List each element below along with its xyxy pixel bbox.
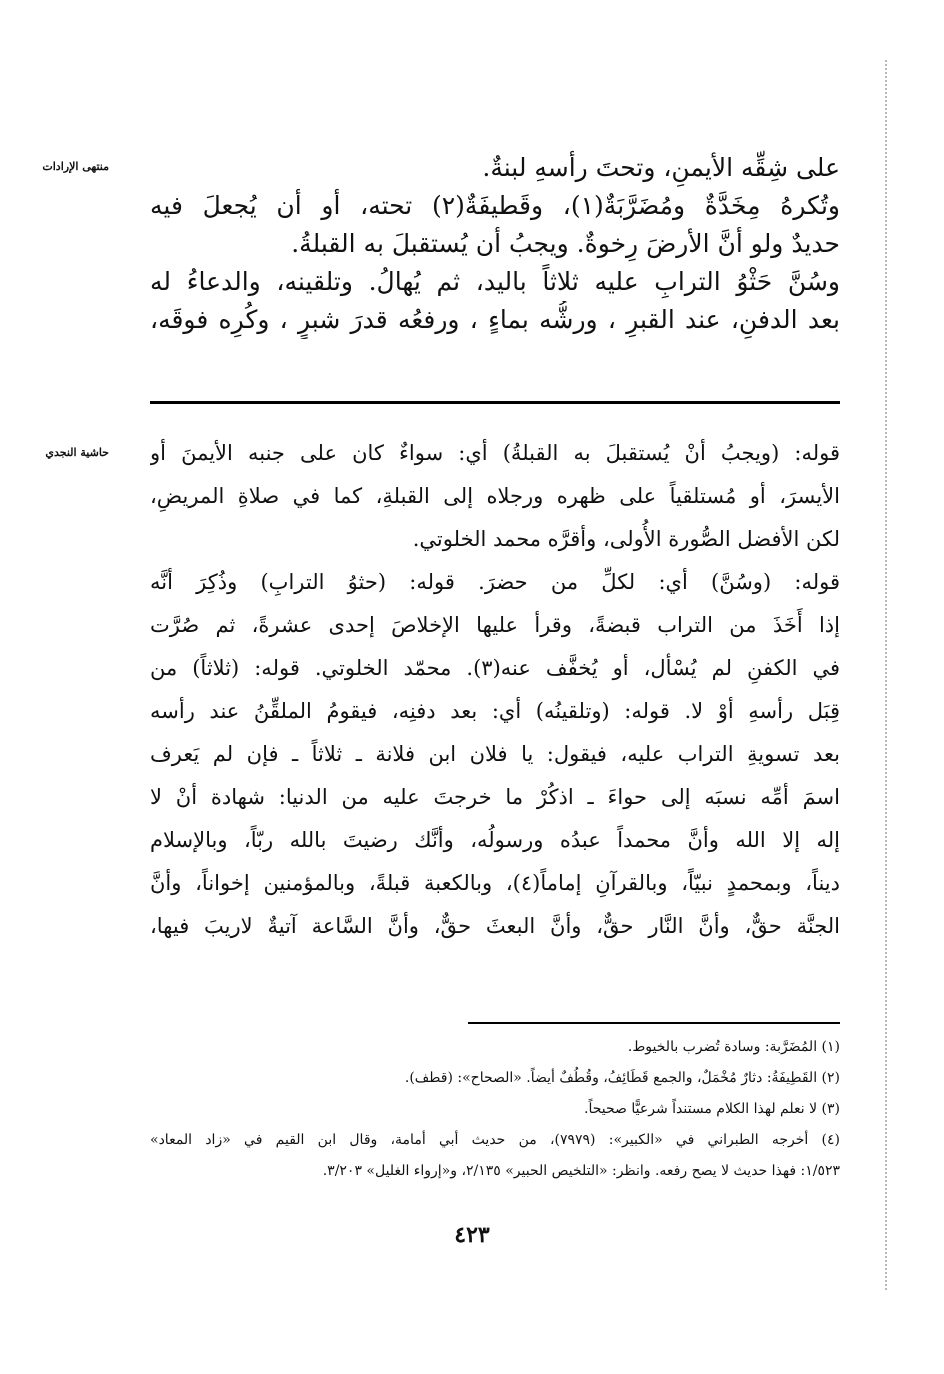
commentary-line: لكن الأفضل الصُّورة الأُولى، وأقرَّه محمد الخلوتي. — [412, 527, 840, 551]
commentary-line: الأيسرَ، أو مُستلقياً على ظهره ورجلاه إلى القبلةِ، كما في صلاةِ المريضِ، — [150, 484, 840, 508]
footnote: (٢) القَطِيفَةُ: دثارٌ مُخْمَلٌ، والجمع قَطَائِفُ، وقُطُفٌ أيضاً. «الصحاح»: (قطف). — [404, 1070, 840, 1086]
footnote: (٣) لا نعلم لهذا الكلام مستنداً شرعيًّا صحيحاً. — [584, 1101, 840, 1117]
main-line: حديدٌ ولو أنَّ الأرضَ رِخوةٌ. ويجبُ أن يُستقبلَ به القبلةُ. — [291, 229, 840, 258]
footnotes — [150, 1032, 840, 1187]
commentary-line: قوله: (ويجبُ أنْ يُستقبلَ به القبلةُ) أي: سواءٌ كان على جنبه الأيمنَ أو — [150, 441, 840, 465]
footnote: (٤) أخرجه الطبراني في «الكبير»: (٧٩٧٩)، من حديث أبي أمامة، وقال ابن القيم في «زاد المعاد» — [150, 1132, 840, 1148]
commentary-line: قوله: (وسُنَّ) أي: لكلِّ من حضرَ. قوله: (حثوُ الترابِ) وذُكِرَ أنَّه — [150, 570, 840, 594]
commentary-line: في الكفنِ لم يُسْأل، أو يُخفَّف عنه(٣). محمّد الخلوتي. قوله: (ثلاثاً) من — [150, 656, 840, 680]
commentary-line: ديناً، وبمحمدٍ نبيّاً، وبالقرآنِ إماماً(٤)، وبالكعبة قبلةً، وبالمؤمنين إخواناً، وأنَّ — [150, 871, 840, 895]
commentary-line: إله إلا الله وأنَّ محمداً عبدُه ورسولُه، وأنَّك رضيتَ بالله ربّاً، وبالإسلام — [150, 828, 840, 852]
footnote: (١) المُضَرَّبة: وسادة تُضرب بالخيوط. — [627, 1039, 840, 1055]
commentary-line: الجنَّة حقٌّ، وأنَّ النَّار حقٌّ، وأنَّ البعثَ حقٌّ، وأنَّ السَّاعة آتيةٌ لاريبَ فيها، — [150, 914, 840, 938]
footnote-divider — [468, 1022, 840, 1024]
side-label-commentary: حاشية النجدي — [45, 446, 109, 459]
main-line: وسُنَّ حَثْوُ الترابِ عليه ثلاثاً باليد، ثم يُهالُ. وتلقينه، والدعاءُ له — [150, 267, 840, 296]
page-edge-dots — [885, 60, 887, 1290]
commentary-line: إذا أَخَذَ من التراب قبضةً، وقرأ عليها الإخلاصَ إحدى عشرةً، ثم صُرَّت — [150, 613, 840, 637]
commentary-line: قِبَل رأسهِ أوْ لا. قوله: (وتلقينُه) أي: بعد دفنِه، فيقومُ الملقِّنُ عند رأسه — [150, 699, 840, 723]
commentary-line: بعد تسويةِ التراب عليه، فيقول: يا فلان ابن فلانة ـ ثلاثاً ـ فإن لم يَعرف — [150, 742, 840, 766]
commentary-line: اسمَ أمِّه نسبَه إلى حواءَ ـ اذكُرْ ما خرجتَ عليه من الدنيا: شهادة أنْ لا — [150, 785, 840, 809]
main-line: وتُكرهُ مِخَدَّةٌ ومُضَرَّبَةٌ(١)، وقَطيفَةٌ(٢) تحته، أو أن يُجعلَ فيه — [150, 191, 840, 220]
footnote: ١/٥٢٣: فهذا حديث لا يصح رفعه. وانظر: «التلخيص الحبير» ٢/١٣٥، و«إرواء الغليل» ٣/٢٠٣. — [322, 1163, 840, 1179]
side-label-main: منتهى الإرادات — [42, 160, 109, 173]
main-text — [150, 149, 840, 339]
page-number: ٤٢٣ — [454, 1222, 490, 1248]
main-line: على شِقِّه الأيمنِ، وتحتَ رأسهِ لبنةٌ. — [482, 153, 840, 182]
commentary-text — [150, 432, 840, 948]
main-line: بعد الدفنِ، عند القبرِ ، ورشُّه بماءٍ ، ورفعُه قدرَ شبرٍ ، وكُرِه فوقَه، — [150, 305, 840, 334]
section-divider — [150, 401, 840, 404]
